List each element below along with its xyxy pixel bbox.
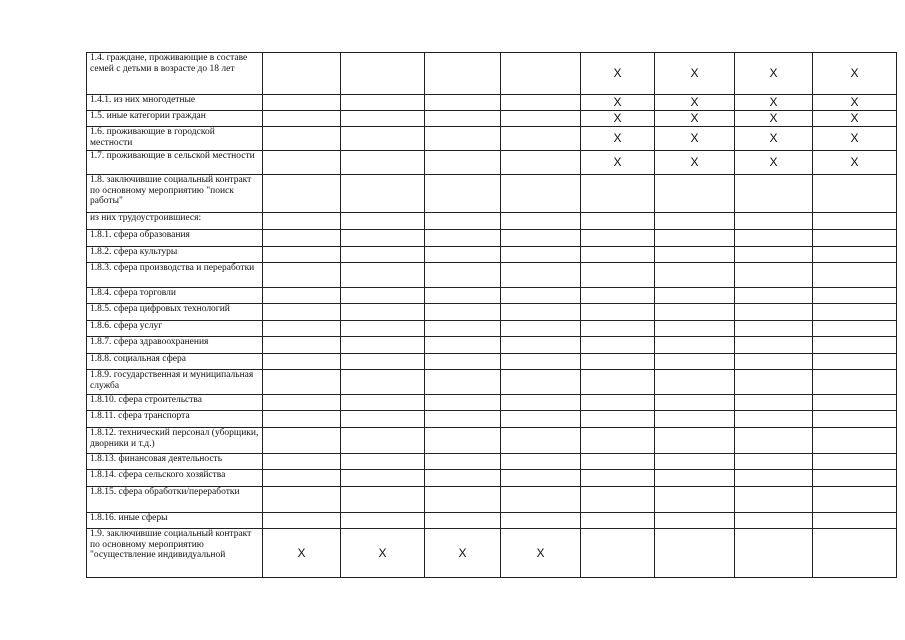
- cell-mark: X: [690, 155, 699, 170]
- table-row: [87, 337, 897, 354]
- table-cell: [425, 213, 501, 230]
- table-cell: [501, 428, 581, 454]
- table-cell: [425, 354, 501, 370]
- cell-mark: X: [690, 95, 699, 110]
- table-cell: [655, 213, 735, 230]
- table-cell: [813, 470, 897, 487]
- row-label: 1.7. проживающие в сельской местности: [87, 151, 263, 175]
- table-cell: [425, 263, 501, 288]
- table-row: [87, 513, 897, 529]
- table-cell: [813, 337, 897, 354]
- cell-mark: X: [613, 111, 622, 126]
- cell-mark: X: [769, 111, 778, 126]
- cell-mark: X: [769, 131, 778, 146]
- table-cell: [263, 247, 341, 263]
- table-cell: [501, 304, 581, 321]
- table-cell: [501, 213, 581, 230]
- table-cell: [263, 321, 341, 337]
- table-row: [87, 127, 897, 151]
- table-cell: [581, 247, 655, 263]
- table-cell: [581, 288, 655, 304]
- table-cell: [341, 411, 425, 428]
- table-cell: [813, 247, 897, 263]
- table-cell: [581, 337, 655, 354]
- table-cell: [581, 370, 655, 395]
- table-cell: [735, 288, 813, 304]
- table-cell: [655, 111, 735, 127]
- table-cell: [813, 53, 897, 95]
- table-cell: [813, 513, 897, 529]
- table-cell: [425, 487, 501, 513]
- table-cell: [425, 288, 501, 304]
- table-cell: [425, 247, 501, 263]
- row-label: 1.5. иные категории граждан: [87, 111, 263, 127]
- table-cell: [735, 53, 813, 95]
- table-cell: [341, 230, 425, 247]
- table-cell: [581, 127, 655, 151]
- table-cell: [735, 454, 813, 470]
- row-label: 1.6. проживающие в городской местности: [87, 127, 263, 151]
- table-cell: [263, 127, 341, 151]
- table-cell: [655, 95, 735, 111]
- table-cell: [263, 337, 341, 354]
- row-label: 1.8.2. сфера культуры: [87, 247, 263, 263]
- row-label: 1.8. заключившие социальный контракт по основному мероприятию "поиск работы": [87, 175, 263, 213]
- table-cell: [581, 53, 655, 95]
- cell-mark: X: [850, 155, 859, 170]
- table-cell: [341, 247, 425, 263]
- table-cell: [341, 304, 425, 321]
- table-cell: [341, 321, 425, 337]
- table-cell: [655, 411, 735, 428]
- row-label: 1.8.11. сфера транспорта: [87, 411, 263, 428]
- table-cell: [581, 151, 655, 175]
- table-cell: [735, 487, 813, 513]
- table-cell: [501, 395, 581, 411]
- table-cell: [813, 370, 897, 395]
- row-label: 1.8.4. сфера торговли: [87, 288, 263, 304]
- table-cell: [425, 95, 501, 111]
- table-cell: [341, 470, 425, 487]
- table-cell: [581, 428, 655, 454]
- table-cell: [501, 127, 581, 151]
- table-cell: [655, 304, 735, 321]
- table-cell: [501, 337, 581, 354]
- table-cell: [581, 411, 655, 428]
- cell-mark: X: [378, 545, 387, 560]
- table-cell: [813, 487, 897, 513]
- cell-mark: X: [850, 111, 859, 126]
- table-cell: [735, 337, 813, 354]
- table-cell: [425, 370, 501, 395]
- table-cell: [813, 288, 897, 304]
- row-label: 1.8.5. сфера цифровых технологий: [87, 304, 263, 321]
- table-cell: [425, 111, 501, 127]
- row-label: 1.4. граждане, проживающие в составе семей с детьми в возрасте до 18 лет: [87, 53, 263, 95]
- row-label: 1.9. заключившие социальный контракт по основному мероприятию "осуществление индивидуальной: [87, 529, 263, 578]
- table-cell: [501, 111, 581, 127]
- cell-mark: X: [297, 545, 306, 560]
- table-cell: [581, 111, 655, 127]
- table-cell: [813, 213, 897, 230]
- table-cell: [735, 127, 813, 151]
- cell-mark: X: [850, 95, 859, 110]
- table-cell: [735, 230, 813, 247]
- table-cell: [341, 95, 425, 111]
- table-cell: [581, 395, 655, 411]
- table-cell: [581, 230, 655, 247]
- table-row: [87, 247, 897, 263]
- table-cell: [813, 354, 897, 370]
- table-cell: [735, 411, 813, 428]
- table-cell: [735, 395, 813, 411]
- table-cell: [813, 395, 897, 411]
- cell-mark: X: [458, 545, 467, 560]
- cell-mark: X: [613, 95, 622, 110]
- table-cell: [425, 470, 501, 487]
- table-cell: [655, 513, 735, 529]
- table-cell: [263, 454, 341, 470]
- table-cell: [341, 354, 425, 370]
- table-cell: [425, 337, 501, 354]
- table-cell: [263, 487, 341, 513]
- table-cell: [341, 288, 425, 304]
- table-cell: [655, 127, 735, 151]
- table-row: [87, 53, 897, 95]
- table-row: [87, 230, 897, 247]
- table-cell: [501, 288, 581, 304]
- row-label: 1.8.15. сфера обработки/переработки: [87, 487, 263, 513]
- table-cell: [341, 454, 425, 470]
- table-cell: [581, 454, 655, 470]
- table-cell: [655, 321, 735, 337]
- table-cell: [655, 151, 735, 175]
- table-cell: [655, 470, 735, 487]
- table-cell: [501, 95, 581, 111]
- table-cell: [263, 53, 341, 95]
- table-cell: [735, 513, 813, 529]
- table-cell: [501, 175, 581, 213]
- row-label: 1.8.10. сфера строительства: [87, 395, 263, 411]
- cell-mark: X: [769, 95, 778, 110]
- cell-mark: X: [690, 111, 699, 126]
- row-label: 1.8.1. сфера образования: [87, 230, 263, 247]
- table-cell: [655, 230, 735, 247]
- table-row: [87, 304, 897, 321]
- table-cell: [341, 111, 425, 127]
- table-cell: [425, 151, 501, 175]
- table-cell: [813, 428, 897, 454]
- table-cell: [341, 337, 425, 354]
- table-cell: [655, 337, 735, 354]
- cell-mark: X: [690, 131, 699, 146]
- table-cell: [655, 487, 735, 513]
- table-cell: [813, 454, 897, 470]
- table-cell: [813, 175, 897, 213]
- row-label: 1.8.13. финансовая деятельность: [87, 454, 263, 470]
- table-cell: [813, 111, 897, 127]
- table-row: [87, 175, 897, 213]
- table-cell: [655, 263, 735, 288]
- table-cell: [425, 230, 501, 247]
- table-cell: [341, 370, 425, 395]
- table-cell: [581, 95, 655, 111]
- table-cell: [341, 151, 425, 175]
- cell-mark: X: [850, 131, 859, 146]
- table-cell: [501, 53, 581, 95]
- table-cell: [581, 175, 655, 213]
- table-row: [87, 454, 897, 470]
- table-cell: [501, 513, 581, 529]
- table-row: [87, 321, 897, 337]
- table-cell: [501, 247, 581, 263]
- table-cell: [581, 529, 655, 578]
- table-cell: [425, 321, 501, 337]
- table-cell: [263, 304, 341, 321]
- table-row: [87, 370, 897, 395]
- table-cell: [425, 304, 501, 321]
- row-label: 1.8.14. сфера сельского хозяйства: [87, 470, 263, 487]
- table-cell: [425, 428, 501, 454]
- table-cell: [735, 304, 813, 321]
- table-cell: [341, 263, 425, 288]
- table-cell: [501, 470, 581, 487]
- table-row: [87, 529, 897, 578]
- table-cell: [341, 395, 425, 411]
- table-cell: [501, 151, 581, 175]
- cell-mark: X: [613, 155, 622, 170]
- table-cell: [735, 428, 813, 454]
- table-cell: [263, 213, 341, 230]
- row-label: 1.8.7. сфера здравоохранения: [87, 337, 263, 354]
- table-cell: [341, 529, 425, 578]
- table-cell: [813, 95, 897, 111]
- table-cell: [425, 513, 501, 529]
- table-cell: [341, 428, 425, 454]
- table-cell: [501, 321, 581, 337]
- table-cell: [501, 354, 581, 370]
- table-row: [87, 151, 897, 175]
- table-cell: [341, 175, 425, 213]
- cell-mark: X: [769, 66, 778, 81]
- table-cell: [581, 470, 655, 487]
- table-cell: [735, 213, 813, 230]
- table-cell: [813, 127, 897, 151]
- table-cell: [735, 111, 813, 127]
- table-cell: [341, 513, 425, 529]
- table-cell: [735, 470, 813, 487]
- table-cell: [735, 151, 813, 175]
- table-cell: [425, 454, 501, 470]
- table-cell: [735, 263, 813, 288]
- row-label: 1.8.8. социальная сфера: [87, 354, 263, 370]
- table-cell: [813, 411, 897, 428]
- table-cell: [425, 529, 501, 578]
- cell-mark: X: [690, 66, 699, 81]
- row-label: 1.8.9. государственная и муниципальная служба: [87, 370, 263, 395]
- table-row: [87, 213, 897, 230]
- table-cell: [735, 95, 813, 111]
- table-cell: [425, 175, 501, 213]
- row-label: 1.8.3. сфера производства и переработки: [87, 263, 263, 288]
- row-label: 1.8.12. технический персонал (уборщики, дворники и т.д.): [87, 428, 263, 454]
- statistics-table: [86, 52, 897, 578]
- table-cell: [655, 370, 735, 395]
- table-cell: [655, 175, 735, 213]
- table-cell: [813, 151, 897, 175]
- table-cell: [581, 487, 655, 513]
- table-cell: [263, 230, 341, 247]
- table-cell: [581, 263, 655, 288]
- table-cell: [581, 513, 655, 529]
- table-cell: [263, 370, 341, 395]
- table-cell: [425, 395, 501, 411]
- table-cell: [263, 151, 341, 175]
- table-cell: [581, 321, 655, 337]
- table-cell: [655, 428, 735, 454]
- table-row: [87, 263, 897, 288]
- table-cell: [655, 454, 735, 470]
- table-cell: [735, 529, 813, 578]
- table-cell: [501, 454, 581, 470]
- table-cell: [501, 263, 581, 288]
- table-cell: [735, 175, 813, 213]
- cell-mark: X: [536, 545, 545, 560]
- table-cell: [581, 213, 655, 230]
- table-cell: [341, 487, 425, 513]
- table-cell: [735, 247, 813, 263]
- table-cell: [425, 53, 501, 95]
- row-label: 1.8.6. сфера услуг: [87, 321, 263, 337]
- table-cell: [425, 127, 501, 151]
- table-cell: [735, 370, 813, 395]
- table-cell: [735, 354, 813, 370]
- table-row: [87, 354, 897, 370]
- table-cell: [501, 230, 581, 247]
- table-row: [87, 470, 897, 487]
- table-cell: [263, 263, 341, 288]
- table-cell: [263, 95, 341, 111]
- table-cell: [581, 354, 655, 370]
- table-cell: [655, 529, 735, 578]
- table-cell: [425, 411, 501, 428]
- cell-mark: X: [613, 131, 622, 146]
- table-cell: [263, 111, 341, 127]
- table-cell: [263, 428, 341, 454]
- table-cell: [813, 529, 897, 578]
- table-cell: [501, 411, 581, 428]
- table-row: [87, 395, 897, 411]
- row-label: 1.8.16. иные сферы: [87, 513, 263, 529]
- table-cell: [341, 213, 425, 230]
- table-cell: [341, 53, 425, 95]
- table-cell: [341, 127, 425, 151]
- table-cell: [813, 321, 897, 337]
- table-cell: [655, 247, 735, 263]
- table-cell: [813, 230, 897, 247]
- table-cell: [263, 470, 341, 487]
- table-cell: [501, 529, 581, 578]
- table-row: [87, 411, 897, 428]
- table-cell: [263, 411, 341, 428]
- table-cell: [263, 395, 341, 411]
- table-cell: [655, 354, 735, 370]
- table-row: [87, 428, 897, 454]
- cell-mark: X: [769, 155, 778, 170]
- table-cell: [735, 321, 813, 337]
- row-label: 1.4.1. из них многодетные: [87, 95, 263, 111]
- table-row: [87, 288, 897, 304]
- table-row: [87, 487, 897, 513]
- table-cell: [263, 354, 341, 370]
- table-cell: [813, 263, 897, 288]
- table-cell: [655, 53, 735, 95]
- table-cell: [501, 370, 581, 395]
- table-cell: [655, 395, 735, 411]
- table-cell: [263, 529, 341, 578]
- table-cell: [813, 304, 897, 321]
- cell-mark: X: [850, 66, 859, 81]
- table-cell: [581, 304, 655, 321]
- table-cell: [263, 175, 341, 213]
- table-cell: [263, 288, 341, 304]
- cell-mark: X: [613, 66, 622, 81]
- table-cell: [501, 487, 581, 513]
- table-row: [87, 111, 897, 127]
- table-cell: [263, 513, 341, 529]
- table-row: [87, 95, 897, 111]
- table-cell: [655, 288, 735, 304]
- row-label: из них трудоустроившиеся:: [87, 213, 263, 230]
- table-body: [87, 53, 897, 578]
